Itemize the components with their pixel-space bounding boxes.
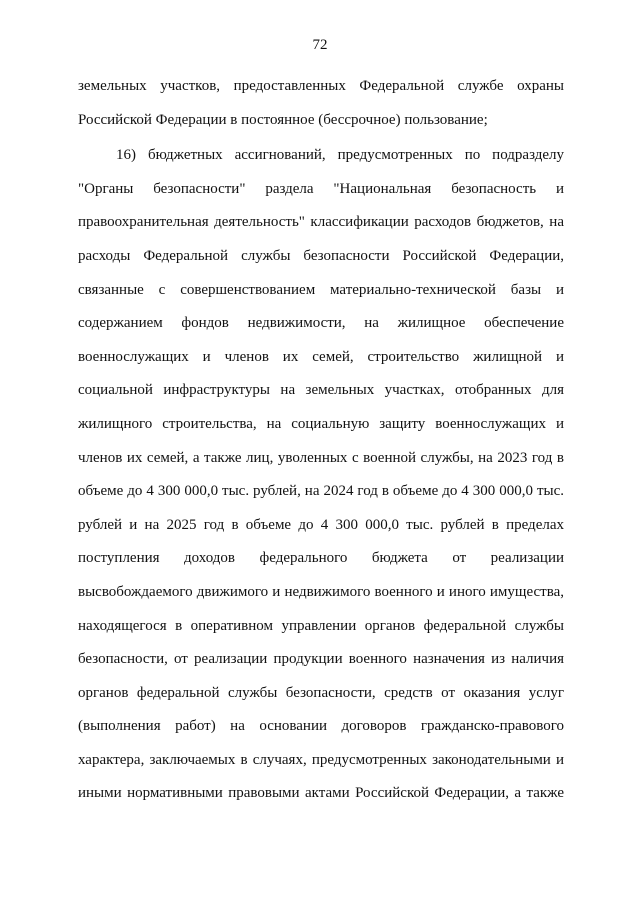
text-line-19: органов федеральной службы безопасности, средств от оказания услуг bbox=[78, 684, 564, 701]
text-line-9: военнослужащих и членов их семей, строительство жилищной и bbox=[78, 348, 564, 365]
text-line-8: содержанием фондов недвижимости, на жилищное обеспечение bbox=[78, 315, 564, 332]
text-line-18: безопасности, от реализации продукции военного назначения из наличия bbox=[78, 651, 564, 668]
text-line-21: характера, заключаемых в случаях, предусмотренных законодательными и bbox=[78, 751, 564, 768]
text-line-4: "Органы безопасности" раздела "Национальная безопасность и bbox=[78, 180, 564, 197]
text-line-22: иными нормативными правовыми актами Российской Федерации, а также bbox=[78, 785, 564, 802]
document-body bbox=[78, 70, 564, 811]
text-line-1: земельных участков, предоставленных Федеральной службе охраны bbox=[78, 78, 564, 94]
text-line-2: Российской Федерации в постоянное (бессрочное) пользование; bbox=[78, 111, 488, 128]
text-line-12: членов их семей, а также лиц, уволенных с военной службы, на 2023 год в bbox=[78, 449, 564, 466]
text-line-5: правоохранительная деятельность" классификации расходов бюджетов, на bbox=[78, 214, 564, 231]
text-line-6: расходы Федеральной службы безопасности Российской Федерации, bbox=[78, 247, 564, 264]
paragraph-16-first-line: 16) бюджетных ассигнований, предусмотренных по подразделу bbox=[116, 147, 564, 164]
text-line-15: поступления доходов федерального бюджета от реализации bbox=[78, 550, 564, 567]
page-number: 72 bbox=[312, 37, 328, 53]
text-line-10: социальной инфраструктуры на земельных участках, отобранных для bbox=[78, 382, 564, 399]
text-line-14: рублей и на 2025 год в объеме до 4 300 000,0 тыс. рублей в пределах bbox=[78, 516, 564, 533]
text-line-13: объеме до 4 300 000,0 тыс. рублей, на 2024 год в объеме до 4 300 000,0 тыс. bbox=[78, 483, 564, 500]
text-line-11: жилищного строительства, на социальную защиту военнослужащих и bbox=[78, 415, 564, 432]
text-line-20: (выполнения работ) на основании договоров гражданско-правового bbox=[78, 718, 564, 735]
text-line-17: находящегося в оперативном управлении органов федеральной службы bbox=[78, 617, 564, 634]
text-line-7: связанные с совершенствованием материально-технической базы и bbox=[78, 281, 564, 298]
text-line-16: высвобождаемого движимого и недвижимого военного и иного имущества, bbox=[78, 583, 564, 600]
